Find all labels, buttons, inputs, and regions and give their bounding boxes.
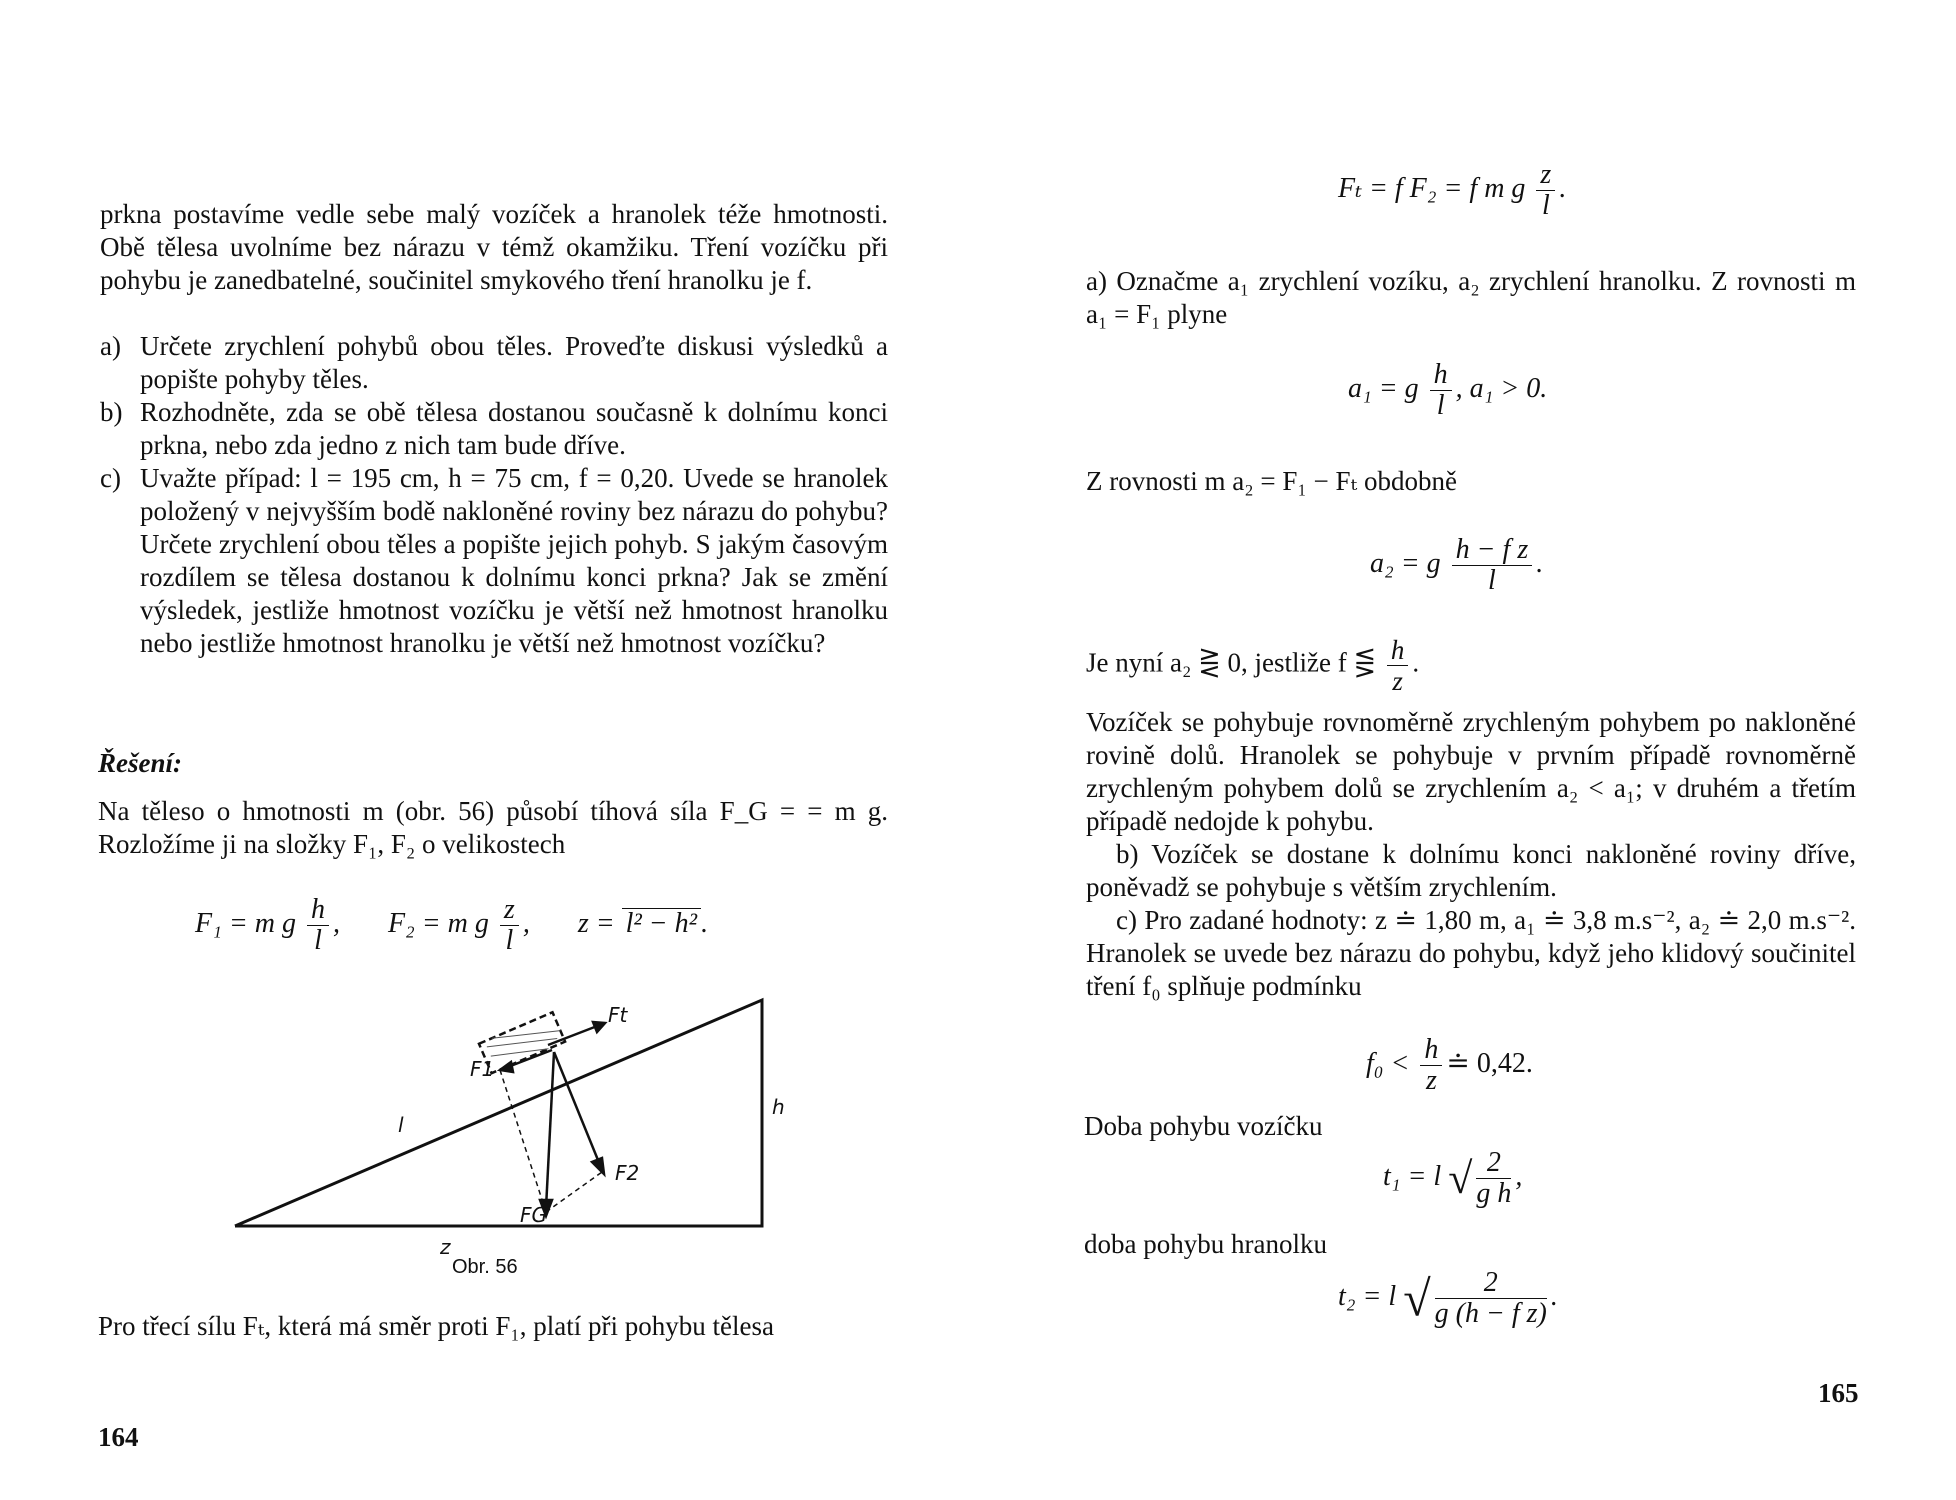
eq-t2-end: . bbox=[1550, 1280, 1558, 1312]
para-a: a) Označme a₁ zrychlení vozíku, a₂ zrychlení hranolku. Z rovnosti m a₁ = F₁ plyne bbox=[1086, 266, 1856, 329]
eq-a2-frac bbox=[1452, 535, 1533, 596]
eq-f2-lhs: F₂ = m g bbox=[387, 907, 489, 939]
equation-a2 bbox=[1370, 535, 1543, 596]
eq-top-num: z bbox=[1536, 160, 1555, 191]
eq1-end: . bbox=[701, 907, 709, 939]
eq-f1-den: l bbox=[314, 925, 322, 956]
eq-top-frac bbox=[1536, 160, 1555, 221]
equation-friction bbox=[1338, 160, 1566, 221]
eq-t1-lhs: t₁ = l bbox=[1383, 1160, 1442, 1192]
para-z: Z rovnosti m a₂ = F₁ − Fₜ obdobně bbox=[1086, 466, 1457, 496]
para-motion: Vozíček se pohybuje rovnoměrně zrychleným pohybem po nakloněné rovině dolů. Hranolek se pohybuje v prvním případě rovnoměrně zrychleným pohybem dolů se zrychlením a₂ < a₁; v druhém a třetím případě nedojde k pohybu. bbox=[1086, 707, 1856, 836]
eq-t2-den: g (h − f z) bbox=[1434, 1298, 1547, 1329]
condition-frac bbox=[1387, 635, 1409, 696]
eq-f0-num: h bbox=[1420, 1035, 1442, 1066]
task-a bbox=[100, 330, 888, 396]
eq-f1-lhs: F₁ = m g bbox=[195, 907, 296, 939]
eq-a1-tail: , a₁ > 0. bbox=[1455, 372, 1548, 404]
task-b-text: Rozhodněte, zda se obě tělesa dostanou současně k dolnímu konci prkna, nebo zda jedno z nich tam bude dříve. bbox=[140, 397, 888, 460]
condition-text: Je nyní a₂ ⋛ 0, jestliže f ⋚ bbox=[1086, 647, 1377, 678]
eq-z-root: l² − h² bbox=[622, 908, 701, 939]
task-c-label: c) bbox=[100, 463, 121, 493]
label-l: l bbox=[398, 1113, 404, 1137]
eq-a2-den: l bbox=[1488, 565, 1496, 596]
eq-f0-lhs: f₀ < bbox=[1366, 1047, 1410, 1079]
para-t2: doba pohybu hranolku bbox=[1084, 1229, 1327, 1259]
eq-t1-end: , bbox=[1515, 1160, 1523, 1192]
eq-t2-lhs: t₂ = l bbox=[1338, 1280, 1397, 1312]
eq-f2-den: l bbox=[505, 925, 514, 956]
eq-a1-frac bbox=[1430, 360, 1452, 421]
condition-den: z bbox=[1392, 666, 1403, 696]
label-h: h bbox=[772, 1095, 785, 1119]
right-page bbox=[978, 0, 1956, 1500]
label-ft: Ft bbox=[608, 1003, 628, 1027]
eq-a2-num: h − f z bbox=[1452, 535, 1533, 566]
eq-t2-num: 2 bbox=[1435, 1268, 1547, 1299]
equation-a1 bbox=[1348, 360, 1547, 421]
label-z: z bbox=[440, 1235, 451, 1259]
para-b: b) Vozíček se dostane k dolnímu konci nakloněné roviny dříve, poněvadž se pohybuje s větším zrychlením. bbox=[1086, 839, 1856, 902]
incline-triangle bbox=[235, 1000, 762, 1226]
eq-t1-num: 2 bbox=[1476, 1148, 1511, 1179]
task-a-text: Určete zrychlení pohybů obou těles. Proveďte diskusi výsledků a popište pohyby těles. bbox=[140, 331, 888, 394]
solution-paragraph: Na těleso o hmotnosti m (obr. 56) působí tíhová síla F_G = = m g. Rozložíme ji na složky F₁, F₂ o velikostech bbox=[98, 796, 888, 859]
f2-arrow bbox=[554, 1052, 600, 1165]
label-f1: F1 bbox=[470, 1057, 495, 1081]
eq-f2-num: z bbox=[500, 895, 519, 926]
inclined-plane-figure bbox=[230, 990, 790, 1260]
figure-caption: Obr. 56 bbox=[452, 1256, 518, 1278]
eq-f0-tail: ≐ 0,42. bbox=[1446, 1047, 1533, 1079]
task-a-label: a) bbox=[100, 331, 121, 361]
eq-f0-frac bbox=[1420, 1035, 1442, 1096]
page-number-right: 165 bbox=[1818, 1378, 1859, 1408]
task-b bbox=[100, 396, 888, 462]
eq-top-lhs: Fₜ = f F₂ = f m g bbox=[1338, 172, 1526, 204]
eq-t1-den: g h bbox=[1476, 1178, 1512, 1209]
eq-f2-frac bbox=[500, 895, 519, 956]
label-fg: FG bbox=[520, 1203, 548, 1227]
solution-heading: Řešení: bbox=[98, 748, 182, 778]
eq-a2-end: . bbox=[1536, 547, 1544, 579]
equation-t1: t₁ = l √ $\frac{2}{\text{g h}}$ , bbox=[1383, 1147, 1523, 1209]
fg-arrow bbox=[546, 1052, 554, 1208]
eq-t1-frac bbox=[1476, 1148, 1511, 1209]
eq-f1-num: h bbox=[307, 895, 329, 926]
eq-f0-den: z bbox=[1425, 1065, 1437, 1096]
page-number-left: 164 bbox=[98, 1422, 139, 1452]
label-f2: F2 bbox=[615, 1161, 640, 1185]
eq-a2-lhs: a₂ = g bbox=[1370, 547, 1441, 579]
eq-f1-frac bbox=[307, 895, 329, 956]
condition-num: h bbox=[1387, 635, 1409, 666]
eq-top-end: . bbox=[1559, 172, 1567, 204]
task-c-text: Uvažte případ: l = 195 cm, h = 75 cm, f = 0,20. Uvede se hranolek položený v nejvyšším bodě nakloněné roviny bez nárazu do pohybu? Určete zrychlení obou těles a popište jejich pohyb. S jakým časovým rozdílem se tělesa dostanou k dolnímu konci prkna? Jak se změní výsledek, jestliže hmotnost vozíčku je větší než hmotnost hranolku nebo jestliže hmotnost hranolku je větší než hmotnost vozíčku? bbox=[140, 463, 888, 658]
task-c bbox=[100, 462, 888, 660]
intro-paragraph: prkna postavíme vedle sebe malý vozíček a hranolek téže hmotnosti. Obě tělesa uvolníme bez nárazu v témž okamžiku. Tření vozíčku při pohybu je zanedbatelné, součinitel smykového tření hranolku je f. bbox=[100, 199, 888, 295]
eq-top-den: l bbox=[1541, 190, 1550, 221]
equation-t2: t₂ = l √ $\frac{2}{\text{g (h − f z)}}$ . bbox=[1338, 1267, 1558, 1329]
para-c: c) Pro zadané hodnoty: z ≐ 1,80 m, a₁ ≐ 3,8 m.s⁻², a₂ ≐ 2,0 m.s⁻². Hranolek se uvede bez nárazu do pohybu, když jeho klidový součinitel tření f₀ splňuje podmínku bbox=[1086, 905, 1856, 1001]
equation-forces: F₁ = m g $\frac{h}{l}$ , F₂ = m g $\frac{z}{l}$ , z = l² − h² . bbox=[195, 894, 709, 956]
equation-f0 bbox=[1366, 1035, 1533, 1096]
para-t1: Doba pohybu vozíčku bbox=[1084, 1111, 1323, 1141]
condition-line bbox=[1086, 635, 1419, 696]
eq-t2-frac bbox=[1435, 1268, 1547, 1329]
eq-a1-lhs: a₁ = g bbox=[1348, 372, 1419, 404]
eq-z-lhs: z = bbox=[577, 907, 615, 939]
condition-end: . bbox=[1412, 647, 1420, 678]
friction-paragraph: Pro třecí sílu Fₜ, která má směr proti F₁, platí při pohybu tělesa bbox=[98, 1311, 774, 1341]
task-b-label: b) bbox=[100, 397, 123, 427]
eq-a1-den: l bbox=[1436, 390, 1445, 421]
eq-a1-num: h bbox=[1430, 360, 1452, 391]
